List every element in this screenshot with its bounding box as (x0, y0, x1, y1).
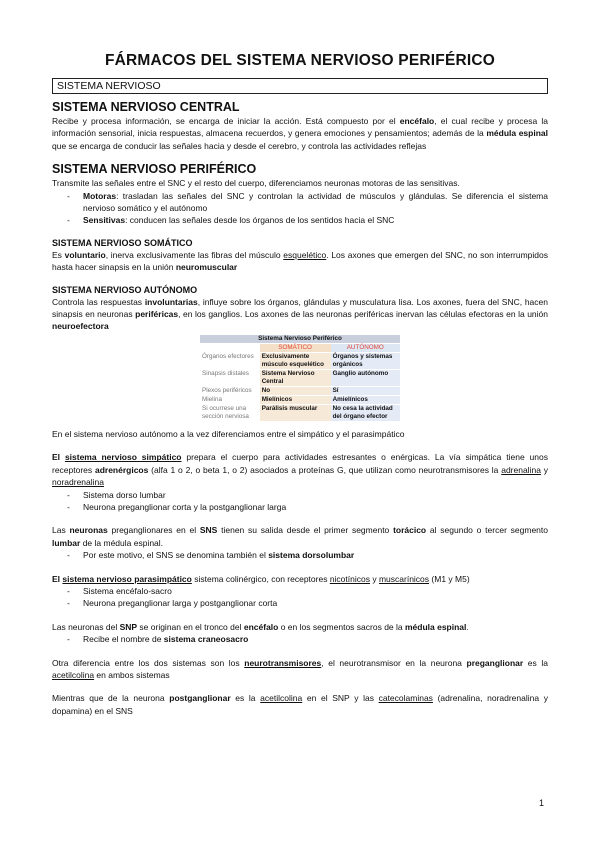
table-row: Mielina Mielínicos Amielínicos (200, 395, 400, 404)
comparison-table (200, 335, 400, 422)
snp-heading: SISTEMA NERVIOSO PERIFÉRICO (52, 162, 257, 177)
neurotransmitters-paragraph: Otra diferencia entre los dos sistemas son los neurotransmisores, el neurotransmisor en la neurona preganglionar es la acetilcolina en ambos sistemas (52, 657, 548, 680)
list-item: - Recibe el nombre de sistema craneosacro (52, 633, 548, 645)
autonomo-paragraph: Controla las respuestas involuntarias, influye sobre los órganos, glándulas y musculatura lisa. Los axones, fuera del SNC, hacen sinapsis en neuronas periféricas, en los ganglios. Los axones de las neuronas periféricas inervan las células efectoras en la unión neuroefectora (52, 296, 548, 332)
list-item: - Por este motivo, el SNS se denomina también el sistema dorsolumbar (52, 549, 548, 561)
document-title: FÁRMACOS DEL SISTEMA NERVIOSO PERIFÉRICO (104, 52, 496, 69)
snp-neurons-list (52, 633, 548, 645)
col-header-somatico: SOMÁTICO (260, 343, 331, 352)
postganglionar-paragraph: Mientras que de la neurona postganglionar es la acetilcolina en el SNP y las catecolaminas (adrenalina, noradrenalina y dopamina) en el SNS (52, 693, 548, 716)
list-item: - Sistema dorso lumbar (52, 489, 548, 501)
table-row: Órganos efectores Exclusivamente músculo esquelético Órganos y sistemas orgánicos (200, 352, 400, 369)
list-item: - Neurona preganglionar larga y postganglionar corta (52, 597, 548, 609)
list-item: - Sensitivas: conducen las señales desde los órganos de los sentidos hacia el SNC (52, 214, 548, 226)
somatico-heading: SISTEMA NERVIOSO SOMÁTICO (52, 237, 193, 248)
simpatico-paragraph: El sistema nervioso simpático prepara el cuerpo para actividades estresantes o enérgicas. La vía simpática tiene unos receptores adrenérgicos (alfa 1 o 2, o beta 1, o 2) asociados a proteínas G, que utilizan como neurotransmisores la adrenalina y noradrenalina (52, 452, 548, 488)
parasimpatico-list (52, 585, 548, 610)
document-page (52, 52, 548, 717)
snc-heading: SISTEMA NERVIOSO CENTRAL (52, 100, 240, 114)
sns-neurons-paragraph: Las neuronas preganglionares en el SNS tienen su salida desde el primer segmento torácico al segundo o tercer segmento lumbar de la médula espinal. (52, 525, 549, 548)
list-item: - Neurona preganglionar corta y la postganglionar larga (52, 501, 548, 513)
snp-list (52, 190, 548, 227)
comparison-table-wrap (200, 335, 400, 422)
section-box-heading: SISTEMA NERVIOSO (52, 78, 548, 94)
table-row: Si ocurrese una sección nerviosa Parálisis muscular No cesa la actividad del órgano efector (200, 404, 400, 421)
sns-list (52, 549, 548, 561)
snc-paragraph: Recibe y procesa información, se encarga de iniciar la acción. Está compuesto por el encéfalo, el cual recibe y procesa la información sensorial, inicia respuestas, almacena recuerdos, y genera emociones y pensamientos; además de la médula espinal que se encarga de conducir las señales hacia y desde el cerebro, y controla las actividades reflejas (52, 116, 549, 151)
list-item: - Motoras: trasladan las señales del SNC y controlan la actividad de músculos y glándulas. Se diferencia el sistema nervioso somático y el autónomo (52, 190, 548, 215)
table-row: Sinapsis distales Sistema Nervioso Central Ganglio autónomo (200, 369, 400, 386)
list-item: - Sistema encéfalo-sacro (52, 585, 548, 597)
col-header-autonomo: AUTÓNOMO (331, 343, 400, 352)
autonomo-division-text: En el sistema nervioso autónomo a la vez diferenciamos entre el simpático y el parasimpático (52, 428, 405, 439)
table-caption: Sistema Nervioso Periférico (200, 335, 400, 344)
table-row: Plexos periféricos No Sí (200, 386, 400, 395)
page-number: 1 (538, 798, 544, 808)
parasimpatico-paragraph: El sistema nervioso parasimpático sistema colinérgico, con receptores nicotínicos y muscarínicos (M1 y M5) (52, 573, 470, 584)
snp-neurons-paragraph: Las neuronas del SNP se originan en el tronco del encéfalo o en los segmentos sacros de la médula espinal. (52, 621, 469, 632)
snp-intro: Transmite las señales entre el SNC y el resto del cuerpo, diferenciamos neuronas motoras de las sensitivas. (52, 178, 460, 189)
somatico-paragraph: Es voluntario, inerva exclusivamente las fibras del músculo esquelético. Los axones que emergen del SNC, no son interrumpidos hasta hacer sinapsis en la unión neuromuscular (52, 249, 548, 273)
autonomo-heading: SISTEMA NERVIOSO AUTÓNOMO (52, 284, 198, 295)
simpatico-list (52, 489, 548, 514)
